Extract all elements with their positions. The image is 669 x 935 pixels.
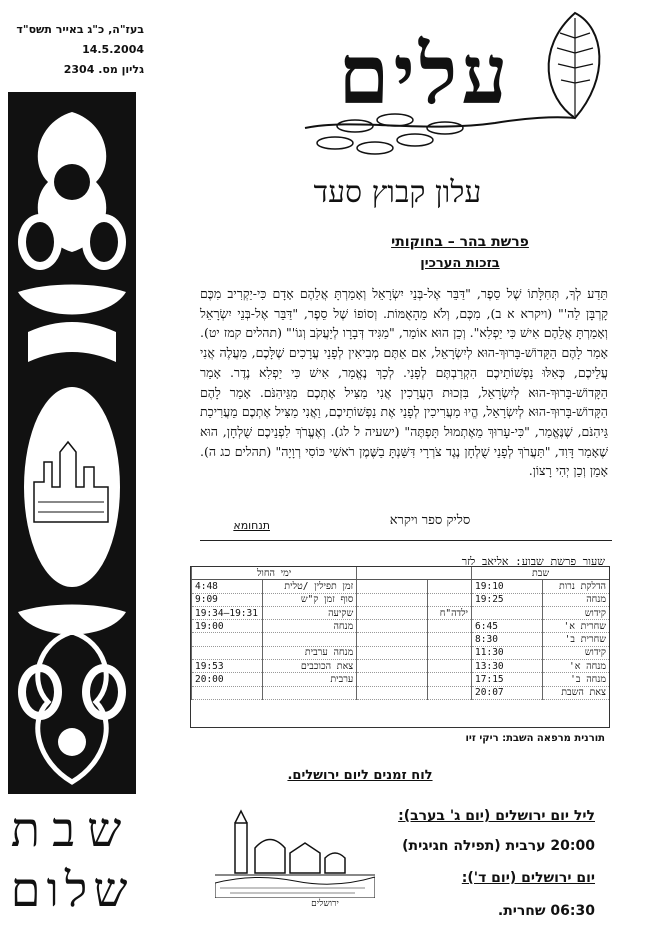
mid-item-name — [428, 660, 472, 673]
weekdays-header: ימי החול — [192, 567, 357, 580]
mid-item-name — [428, 620, 472, 633]
mid-item-time — [357, 660, 428, 673]
weekday-item-name: זמן תפילין /טלית — [263, 580, 357, 593]
weekday-item-name: ערבית — [263, 673, 357, 686]
mid-item-name — [428, 686, 472, 699]
weekday-item-name: שקיעה — [263, 606, 357, 619]
weekday-item-time — [192, 633, 263, 646]
shabbat-item-name: קידוש — [543, 646, 609, 659]
shabbat-item-time: 17:15 — [472, 673, 543, 686]
issue-meta — [14, 20, 144, 80]
eve-time: 20:00 ערבית (תפילה חגיגית) — [402, 838, 595, 854]
shabbat-item-name: שחרית ב' — [543, 633, 609, 646]
weekday-item-time: 19:31–19:34 — [192, 606, 263, 619]
table-row — [192, 593, 610, 606]
table-row — [192, 580, 610, 593]
shabbat-item-name: הדלקת נרות — [543, 580, 609, 593]
weekday-item-time: 19:53 — [192, 660, 263, 673]
mid-item-time — [357, 686, 428, 699]
prayer-times-table — [190, 566, 610, 728]
mid-item-time — [357, 633, 428, 646]
table-row — [192, 673, 610, 686]
divider — [200, 540, 612, 541]
mid-item-name — [428, 580, 472, 593]
mid-item-time — [357, 620, 428, 633]
table-header-row — [192, 567, 610, 580]
shabbat-item-name: שחרית א' — [543, 620, 609, 633]
mid-item-time — [357, 606, 428, 619]
gregorian-date: 14.5.2004 — [82, 43, 144, 56]
table-row — [192, 660, 610, 673]
mid-item-name — [428, 673, 472, 686]
shabbat-item-time: 8:30 — [472, 633, 543, 646]
shabbat-shalom — [8, 800, 136, 920]
shabbat-item-name: קידוש — [543, 606, 609, 619]
weekday-item-name: מנחה ערבית — [263, 646, 357, 659]
newsletter-subtitle: עלון קבוץ סעד — [313, 175, 482, 210]
newsletter-logo: עלים — [338, 27, 512, 123]
mid-item-name — [428, 593, 472, 606]
weekday-item-time: 20:00 — [192, 673, 263, 686]
shabbat-item-time: 20:07 — [472, 686, 543, 699]
weekday-item-time: 4:48 — [192, 580, 263, 593]
shabbat-item-time: 6:45 — [472, 620, 543, 633]
weekday-item-time: 9:09 — [192, 593, 263, 606]
shabbat-header: שבת — [472, 567, 609, 580]
weekday-item-name: צאת הכוכבים — [263, 660, 357, 673]
shabbat-item-name: מנחה — [543, 593, 609, 606]
shalom-word: שלום — [10, 862, 134, 918]
weekday-item-name: סוף זמן ק"ש — [263, 593, 357, 606]
shabbat-item-name: מנחה א' — [543, 660, 609, 673]
skyline-caption: ירושלים — [311, 899, 339, 909]
weekday-item-name: מנחה — [263, 620, 357, 633]
day-title: יום ירושלים (יום ד'): — [461, 870, 595, 886]
mid-header — [357, 567, 472, 580]
article-heading: בזכות הערכין — [420, 256, 500, 271]
weekday-item-time — [192, 646, 263, 659]
shabbat-item-time: 11:30 — [472, 646, 543, 659]
mid-item-name: ילדה"ח — [428, 606, 472, 619]
shabbat-item-name: מנחה ב' — [543, 673, 609, 686]
table-row — [192, 686, 610, 699]
table-row — [192, 606, 610, 619]
ornament-icon — [8, 92, 136, 794]
mid-item-time — [357, 580, 428, 593]
article-credit: תנחומא — [233, 519, 270, 532]
parasha-title: פרשת בהר – בחוקותי — [391, 234, 529, 250]
article-body: תֵּדַע לְךָ, תְּחִלָּתוֹ שֶׁל סֵפֶר, "דַּבֵּר אֶל-בְּנֵי יִשְׂרָאֵל וְאָמַרְתָּ אֲלֵהֶם אָדָם כִּי-יַקְרִיב מִכֶּם קָרְבָּן לַה'" (ויקרא א ב), מִכֶּם, וְלֹא מֵהָאֻמּוֹת. וְסוֹפוֹ שֶׁל סֵפֶר, "דַּבֵּר אֶל-בְּנֵי יִשְׂרָאֵל וְאָמַרְתָּ אֲלֵהֶם אִישׁ כִּי יַפְלִא". וְכֵן הוּא אוֹמֵר, "מַגִּיד דְּבָרָו לְיַעֲקֹב וְגוֹ'" (תהלים קמז יט). אָמַר לָהֶם הַקָּדוֹשׁ-בָּרוּךְ-הוּא לְיִשְׂרָאֵל, אִם אַתֶּם מְבִיאִין לְפָנַי עֲרָכִים שֶׁלָּכֶם, מַעֲלֶה אֲנִי עֲלֵיכֶם, כְּאִלּוּ נַפְשׁוֹתֵיכֶם הִקְרַבְתֶּם לְפָנַי. לְכָךְ נֶאֱמַר, אִישׁ כִּי יַפְלִא נֶדֶר. אָמַר הַקָּדוֹשׁ-בָּרוּךְ-הוּא לְיִשְׂרָאֵל, בִּזְכוּת הָעֲרָכִין אֲנִי מַצִּיל אֶתְכֶם מִגֵּיהִנֹּם. אָמַר לָהֶם הַקָּדוֹשׁ-בָּרוּךְ-הוּא לְיִשְׂרָאֵל, הֱיוּ מַעֲרִיכִין לְפָנַי אֶת נַפְשׁוֹתֵיכֶם, וַאֲנִי מַצִּיל אֶתְכֶם מֵעֲרִיכַת גֵּיהִנֹּם, שֶׁנֶּאֱמַר, "כִּי-עָרוּךְ מֵאֶתְמוּל תָּפְתֶּה" (ישעיה ל לג). וְאֶעֱרֹךְ לִפְנֵיכֶם שֻׁלְחָן, הוּא שֶׁאָמַר דָּוִד, "תַּעֲרֹךְ לְפָנַי שֻׁלְחָן נֶגֶד צֹרְרָי דִּשַּׁנְתָּ בַשֶּׁמֶן רֹאשִׁי כּוֹסִי רְוָיָה" (תהלים כג ה). אָמֵן וְכֵן יְהִי רָצוֹן. — [200, 286, 608, 479]
weekday-item-name — [263, 686, 357, 699]
jerusalem-skyline-icon — [215, 803, 375, 898]
shabbat-item-time: 19:25 — [472, 593, 543, 606]
clinic-duty: תורנית מרפאה השבת: ריקי זיו — [465, 733, 605, 744]
weekday-item-time: 19:00 — [192, 620, 263, 633]
issue-number: גליון מס. 2304 — [63, 63, 144, 76]
eve-title: ליל יום ירושלים (יום ג' בערב): — [398, 808, 595, 824]
weekday-item-time — [192, 686, 263, 699]
mid-item-time — [357, 593, 428, 606]
hebrew-date: בעז"ה, כ"ג באייר תשס"ד — [16, 23, 144, 36]
mid-item-time — [357, 646, 428, 659]
table-row — [192, 646, 610, 659]
mid-item-name — [428, 646, 472, 659]
weekday-item-name — [263, 633, 357, 646]
table-row — [192, 620, 610, 633]
shabbat-item-time: 13:30 — [472, 660, 543, 673]
mid-item-name — [428, 633, 472, 646]
leaf-branch-icon — [275, 8, 620, 168]
jerusalem-title: לוח זמנים ליום ירושלים. — [287, 768, 433, 783]
shabbat-item-time — [472, 606, 543, 619]
shabbat-item-time: 19:10 — [472, 580, 543, 593]
table-row — [192, 633, 610, 646]
mid-item-time — [357, 673, 428, 686]
day-time: 06:30 שחרית. — [497, 903, 595, 919]
shabbat-item-name: צאת השבת — [543, 686, 609, 699]
decorative-strip — [8, 92, 136, 794]
weekly-lesson: שעור פרשת שבוע: אליאב לזר — [461, 555, 605, 568]
shabbat-word: שבת — [10, 802, 134, 858]
article-source: סליק ספר ויקרא — [389, 513, 471, 528]
